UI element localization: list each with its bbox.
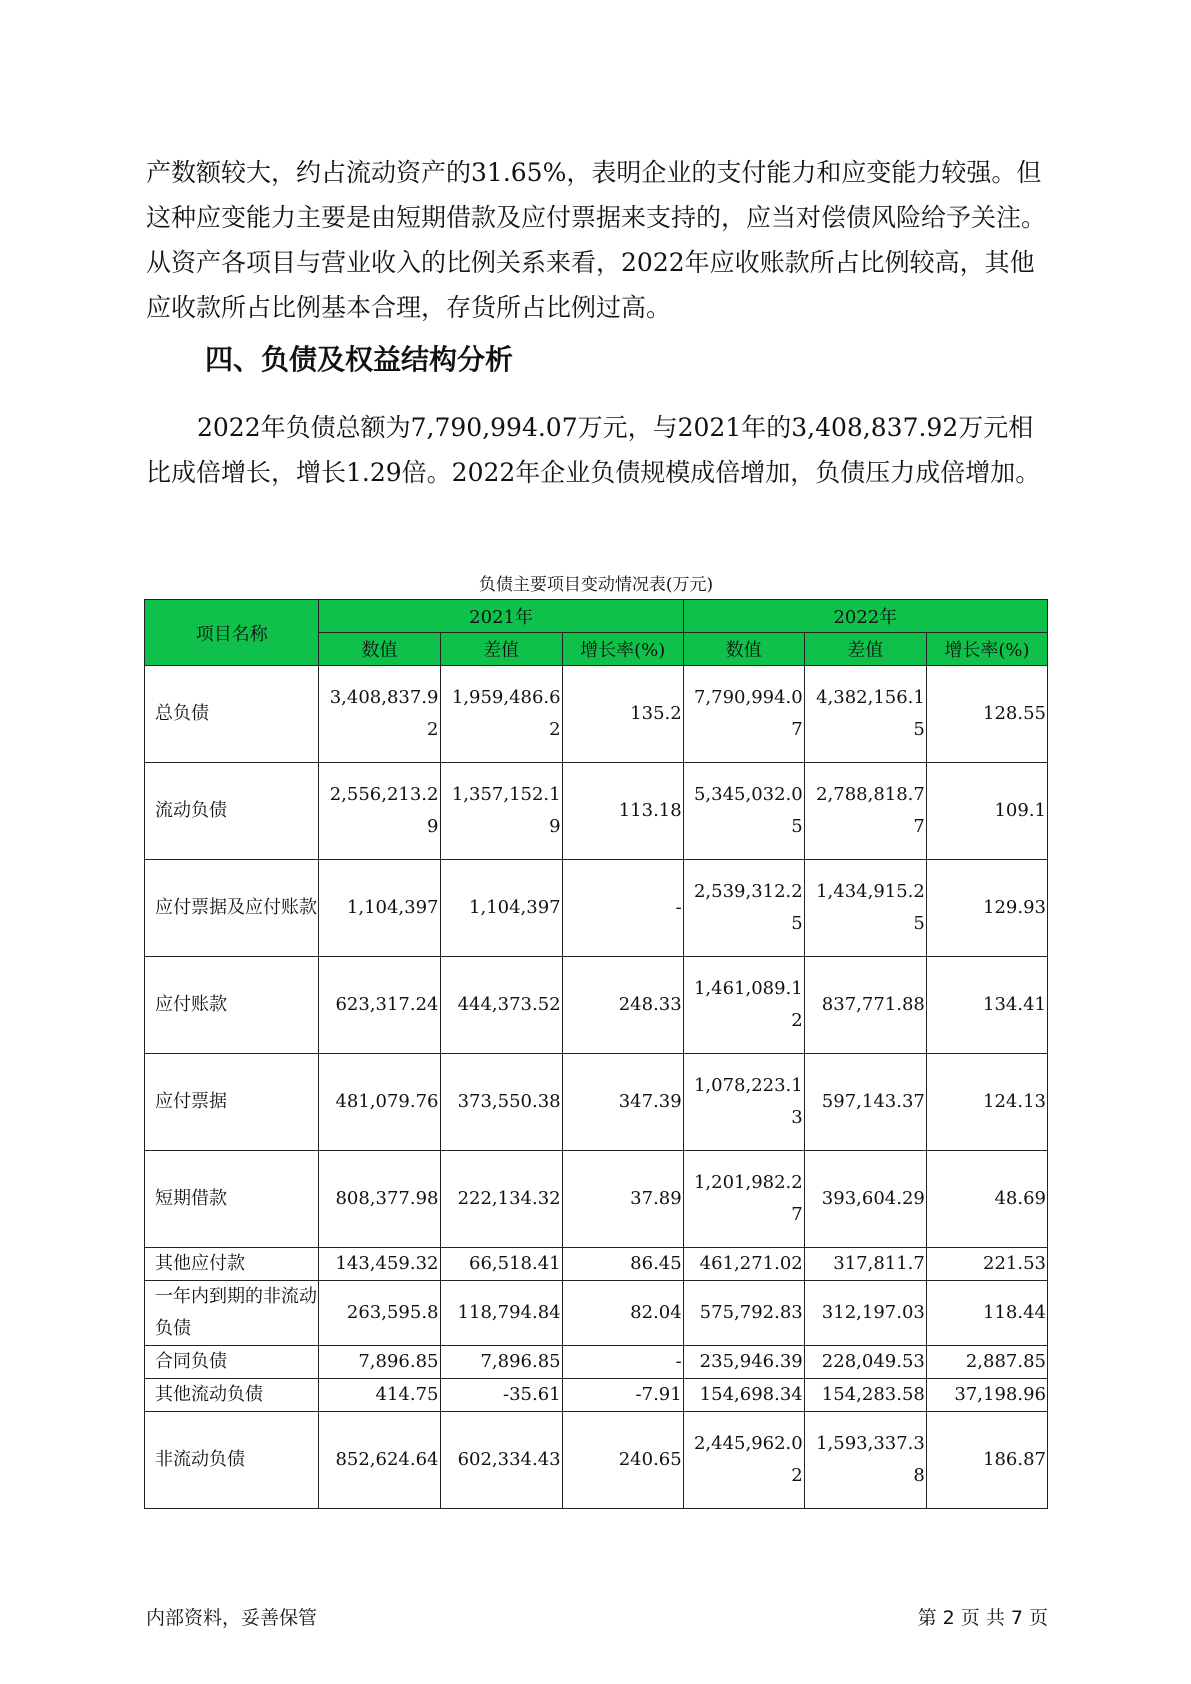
table-cell: 134.41	[926, 957, 1047, 1054]
table-cell: 1,357,152.19	[440, 763, 562, 860]
table-row	[145, 957, 1048, 1054]
body-paragraph-2: 2022年负债总额为7,790,994.07万元，与2021年的3,408,837.92万元相比成倍增长，增长1.29倍。2022年企业负债规模成倍增加，负债压力成倍增加。	[146, 413, 1041, 487]
table-cell: 235,946.39	[683, 1346, 804, 1379]
row-label: 一年内到期的非流动负债	[145, 1281, 319, 1346]
table-cell: -35.61	[440, 1379, 562, 1412]
subheader-diff: 差值	[804, 633, 926, 666]
table-cell: 5,345,032.05	[683, 763, 804, 860]
table-cell: 129.93	[926, 860, 1047, 957]
subheader-value: 数值	[319, 633, 440, 666]
table-cell: 7,896.85	[440, 1346, 562, 1379]
footer-page-number: 第 2 页 共 7 页	[917, 1607, 1048, 1629]
table-cell: 135.2	[562, 666, 683, 763]
table-cell: 575,792.83	[683, 1281, 804, 1346]
table-cell: 263,595.8	[319, 1281, 440, 1346]
row-label: 应付票据及应付账款	[145, 860, 319, 957]
table-caption: 负债主要项目变动情况表(万元)	[478, 575, 714, 595]
table-cell: 312,197.03	[804, 1281, 926, 1346]
table-cell: 154,698.34	[683, 1379, 804, 1412]
table-cell: 228,049.53	[804, 1346, 926, 1379]
row-label: 非流动负债	[145, 1412, 319, 1509]
subheader-rate: 增长率(%)	[926, 633, 1047, 666]
table-cell: 2,539,312.25	[683, 860, 804, 957]
row-label: 应付票据	[145, 1054, 319, 1151]
table-cell: 7,896.85	[319, 1346, 440, 1379]
table-cell: -	[562, 1346, 683, 1379]
subheader-value: 数值	[683, 633, 804, 666]
table-cell: 3,408,837.92	[319, 666, 440, 763]
table-row	[145, 1281, 1048, 1346]
table-cell: 1,201,982.27	[683, 1151, 804, 1248]
table-cell: 240.65	[562, 1412, 683, 1509]
table-cell: -7.91	[562, 1379, 683, 1412]
subheader-diff: 差值	[440, 633, 562, 666]
table-cell: 48.69	[926, 1151, 1047, 1248]
table-cell: 1,593,337.38	[804, 1412, 926, 1509]
table-row	[145, 1379, 1048, 1412]
table-cell: 837,771.88	[804, 957, 926, 1054]
table-cell: 109.1	[926, 763, 1047, 860]
table-cell: 852,624.64	[319, 1412, 440, 1509]
table-cell: 623,317.24	[319, 957, 440, 1054]
section-heading: 四、负债及权益结构分析	[205, 343, 514, 376]
table-cell: 1,461,089.12	[683, 957, 804, 1054]
table-cell: 66,518.41	[440, 1248, 562, 1281]
row-label: 合同负债	[145, 1346, 319, 1379]
row-label: 总负债	[145, 666, 319, 763]
table-cell: 444,373.52	[440, 957, 562, 1054]
table-row	[145, 763, 1048, 860]
table-cell: 118,794.84	[440, 1281, 562, 1346]
table-cell: 1,104,397	[440, 860, 562, 957]
table-cell: 124.13	[926, 1054, 1047, 1151]
table-cell: 347.39	[562, 1054, 683, 1151]
body-paragraph-1: 产数额较大，约占流动资产的31.65%，表明企业的支付能力和应变能力较强。但这种应变能力主要是由短期借款及应付票据来支持的，应当对偿债风险给予关注。从资产各项目与营业收入的比例关系来看，2022年应收账款所占比例较高，其他应收款所占比例基本合理，存货所占比例过高。	[146, 158, 1047, 322]
table-cell: 118.44	[926, 1281, 1047, 1346]
table-row	[145, 1346, 1048, 1379]
table-cell: 143,459.32	[319, 1248, 440, 1281]
table-cell: 1,959,486.62	[440, 666, 562, 763]
table-row	[145, 1151, 1048, 1248]
row-label: 应付账款	[145, 957, 319, 1054]
row-label: 其他应付款	[145, 1248, 319, 1281]
table-row	[145, 666, 1048, 763]
table-cell: 2,887.85	[926, 1346, 1047, 1379]
table-cell: 317,811.7	[804, 1248, 926, 1281]
table-cell: 1,104,397	[319, 860, 440, 957]
table-cell: 86.45	[562, 1248, 683, 1281]
table-cell: 602,334.43	[440, 1412, 562, 1509]
row-label: 流动负债	[145, 763, 319, 860]
table-cell: 393,604.29	[804, 1151, 926, 1248]
table-cell: 2,556,213.29	[319, 763, 440, 860]
table-cell: 597,143.37	[804, 1054, 926, 1151]
table-cell: 82.04	[562, 1281, 683, 1346]
row-label: 短期借款	[145, 1151, 319, 1248]
header-year-2021: 2021年	[319, 600, 683, 633]
table-cell: 222,134.32	[440, 1151, 562, 1248]
subheader-rate: 增长率(%)	[562, 633, 683, 666]
table-cell: 186.87	[926, 1412, 1047, 1509]
table-cell: -	[562, 860, 683, 957]
table-cell: 414.75	[319, 1379, 440, 1412]
table-cell: 808,377.98	[319, 1151, 440, 1248]
table-cell: 1,078,223.13	[683, 1054, 804, 1151]
table-cell: 2,788,818.77	[804, 763, 926, 860]
table-cell: 373,550.38	[440, 1054, 562, 1151]
table-row	[145, 860, 1048, 957]
table-row	[145, 1412, 1048, 1509]
table-cell: 481,079.76	[319, 1054, 440, 1151]
table-cell: 221.53	[926, 1248, 1047, 1281]
table-cell: 154,283.58	[804, 1379, 926, 1412]
table-cell: 37.89	[562, 1151, 683, 1248]
table-cell: 2,445,962.02	[683, 1412, 804, 1509]
header-year-2022: 2022年	[683, 600, 1047, 633]
table-cell: 4,382,156.15	[804, 666, 926, 763]
table-cell: 1,434,915.25	[804, 860, 926, 957]
liabilities-table	[144, 599, 1048, 1509]
table-cell: 461,271.02	[683, 1248, 804, 1281]
table-cell: 128.55	[926, 666, 1047, 763]
table-cell: 248.33	[562, 957, 683, 1054]
header-item-name: 项目名称	[145, 600, 319, 666]
table-cell: 7,790,994.07	[683, 666, 804, 763]
row-label: 其他流动负债	[145, 1379, 319, 1412]
footer-confidential: 内部资料，妥善保管	[146, 1607, 318, 1629]
table-row	[145, 1248, 1048, 1281]
table-row	[145, 1054, 1048, 1151]
table-cell: 113.18	[562, 763, 683, 860]
table-cell: 37,198.96	[926, 1379, 1047, 1412]
